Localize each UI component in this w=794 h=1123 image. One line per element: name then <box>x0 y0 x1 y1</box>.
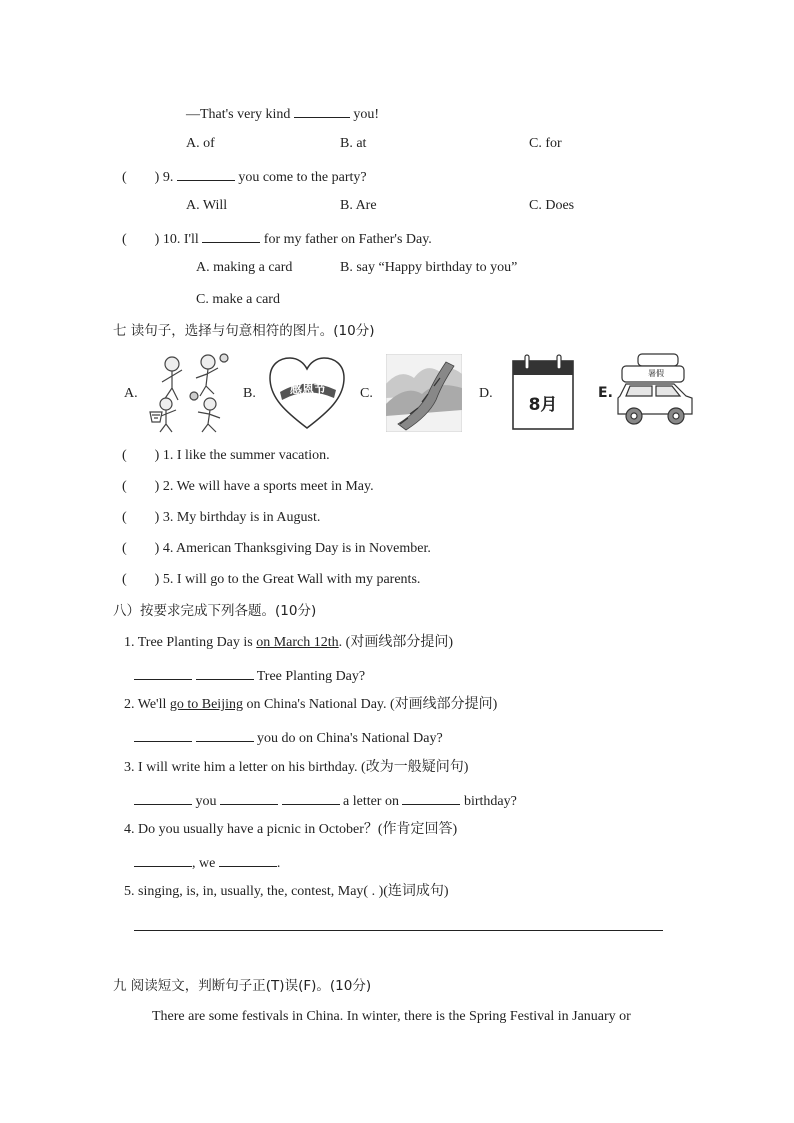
q10-option-a: A. making a card <box>196 260 293 275</box>
section7-item-1 <box>122 447 330 465</box>
section8-q2-answer <box>134 727 443 748</box>
answer-blank[interactable] <box>220 790 278 805</box>
picture-label-c: C. <box>360 386 373 401</box>
q9-option-b: B. Are <box>340 198 377 213</box>
section8-q4: 4. Do you usually have a picnic in October？(作肯定回答) <box>124 822 458 837</box>
section8-title: 八）按要求完成下列各题。(10分) <box>113 603 317 619</box>
answer-blank[interactable] <box>282 790 340 805</box>
q9-stem-text: you come to the party? <box>238 170 367 185</box>
q9-option-a: A. Will <box>186 198 228 213</box>
q10-option-c: C. make a card <box>196 292 280 307</box>
item-text: 5. I will go to the Great Wall with my parents. <box>162 572 421 587</box>
q8-response-prefix: —That's very kind <box>186 107 291 122</box>
section8-q1 <box>124 634 453 652</box>
item-text: 4. American Thanksgiving Day is in November. <box>162 541 431 556</box>
q8-option-c: C. for <box>529 136 562 151</box>
answer-blank[interactable] <box>402 790 460 805</box>
q2-suffix: on China's National Day. (对画线部分提问) <box>246 697 498 712</box>
q1-suffix: . (对画线部分提问) <box>338 635 453 650</box>
section8-q5: 5. singing, is, in, usually, the, contest, May( . )(连词成句) <box>124 884 449 899</box>
section7-item-4 <box>122 540 431 558</box>
q9-stem <box>122 166 367 187</box>
section7-title: 七 读句子，选择与句意相符的图片。(10分) <box>113 323 375 339</box>
picture-label-e: E. <box>598 385 613 401</box>
item-text: 3. My birthday is in August. <box>162 510 321 525</box>
answer-blank[interactable] <box>202 228 260 243</box>
q4-answer-we: , we <box>192 856 216 871</box>
picture-label-b: B. <box>243 386 256 401</box>
q5-answer-line[interactable] <box>134 930 663 931</box>
answer-blank[interactable] <box>134 665 192 680</box>
answer-blank[interactable] <box>294 103 350 118</box>
section8-q3: 3. I will write him a letter on his birthday. (改为一般疑问句) <box>124 760 469 775</box>
answer-paren[interactable]: ( ) <box>122 572 160 587</box>
section8-q3-answer <box>134 790 517 811</box>
card-text: 感恩节 <box>289 382 326 396</box>
answer-blank[interactable] <box>196 727 254 742</box>
section8-q4-answer <box>134 852 280 873</box>
car-trip-picture <box>614 352 696 432</box>
car-icon <box>614 352 696 432</box>
item-text: 1. I like the summer vacation. <box>162 448 330 463</box>
answer-blank[interactable] <box>196 665 254 680</box>
q10-stem-text: for my father on Father's Day. <box>263 232 432 247</box>
q2-underlined: go to Beijing <box>169 697 243 712</box>
q9-number: 9. <box>162 170 174 185</box>
section8-q2 <box>124 696 497 714</box>
q10-option-b: B. say “Happy birthday to you” <box>340 260 518 275</box>
answer-blank[interactable] <box>134 790 192 805</box>
q10-stem <box>122 228 432 249</box>
car-sign: 暑假 <box>648 369 664 378</box>
answer-blank[interactable] <box>219 852 277 867</box>
section9-passage: There are some festivals in China. In winter, there is the Spring Festival in January or <box>152 1009 631 1024</box>
answer-paren[interactable]: ( ) <box>122 510 160 525</box>
q8-response-suffix: you! <box>353 107 380 122</box>
answer-paren[interactable]: ( ) <box>122 541 160 556</box>
thanksgiving-card-picture <box>266 354 348 432</box>
calendar-picture <box>511 353 575 431</box>
section7-item-2 <box>122 478 374 496</box>
q2-prefix: 2. We'll <box>124 697 167 712</box>
answer-paren[interactable]: ( ) <box>122 479 160 494</box>
q4-answer-end: . <box>276 856 281 871</box>
section9-title: 九 阅读短文，判断句子正(T)误(F)。(10分) <box>113 978 372 994</box>
q3-answer-you: you <box>195 794 217 809</box>
q3-answer-letter: a letter on <box>343 794 399 809</box>
item-text: 2. We will have a sports meet in May. <box>162 479 374 494</box>
q2-answer-text: you do on China's National Day? <box>257 731 443 746</box>
section8-q1-answer <box>134 665 365 686</box>
answer-paren[interactable]: ( ) <box>122 170 160 185</box>
answer-paren[interactable]: ( ) <box>122 232 160 247</box>
q8-option-a: A. of <box>186 136 215 151</box>
picture-label-a: A. <box>124 386 138 401</box>
q9-option-c: C. Does <box>529 198 575 213</box>
q3-answer-end: birthday? <box>463 794 517 809</box>
q8-option-b: B. at <box>340 136 367 151</box>
answer-paren[interactable]: ( ) <box>122 448 160 463</box>
great-wall-picture <box>386 354 462 432</box>
answer-blank[interactable] <box>134 852 192 867</box>
answer-blank[interactable] <box>134 727 192 742</box>
section7-item-5 <box>122 571 420 589</box>
calendar-icon <box>511 353 575 431</box>
sports-kids-picture <box>146 352 236 434</box>
section7-item-3 <box>122 509 320 527</box>
q1-underlined: on March 12th <box>256 635 339 650</box>
picture-label-d: D. <box>479 386 493 401</box>
calendar-month: 8月 <box>528 395 558 415</box>
q1-answer-text: Tree Planting Day? <box>256 669 366 684</box>
answer-blank[interactable] <box>177 166 235 181</box>
q8-response <box>186 103 379 124</box>
q10-number: 10. I'll <box>162 232 199 247</box>
q1-prefix: 1. Tree Planting Day is <box>124 635 253 650</box>
